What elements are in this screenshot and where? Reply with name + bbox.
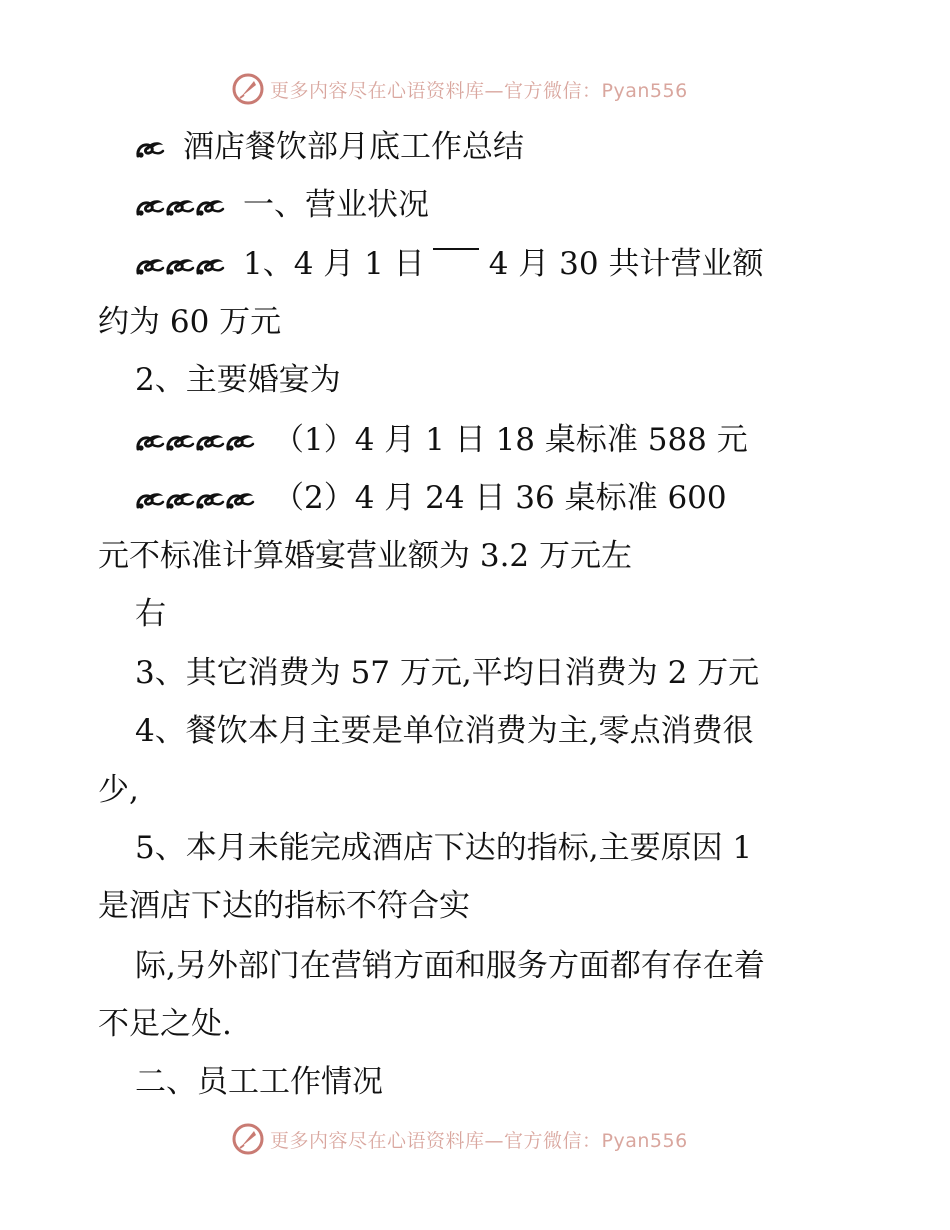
fleuron-group — [135, 490, 255, 510]
item1-end: 4 月 30 共计营业额 — [488, 246, 764, 282]
item3-line: 3、其它消费为 57 万元,平均日消费为 2 万元 — [135, 655, 760, 691]
fleuron-icon — [135, 432, 165, 452]
fleuron-icon — [165, 197, 195, 217]
fleuron-icon — [165, 256, 195, 276]
fleuron-icon — [195, 256, 225, 276]
item2-sub1-line — [135, 420, 748, 460]
fleuron-icon — [165, 432, 195, 452]
page-title: 酒店餐饮部月底工作总结 — [183, 129, 524, 165]
item2-sub2-line — [135, 478, 727, 518]
item4-continued: 少, — [98, 772, 139, 808]
fleuron-group — [135, 197, 225, 217]
section1-heading-line — [135, 185, 429, 225]
item5-continued-2: 际,另外部门在营销方面和服务方面都有存在着 — [135, 948, 765, 984]
item4-line: 4、餐饮本月主要是单位消费为主,零点消费很 — [135, 713, 754, 749]
item2-line: 2、主要婚宴为 — [135, 362, 341, 398]
fleuron-group — [135, 256, 225, 276]
fleuron-icon — [135, 197, 165, 217]
item5-line: 5、本月未能完成酒店下达的指标,主要原因 1 — [135, 830, 753, 866]
fleuron-icon — [135, 139, 165, 159]
fleuron-icon — [195, 197, 225, 217]
fleuron-group — [135, 432, 255, 452]
watermark-text: 更多内容尽在心语资料库—官方微信：Pyan556 — [270, 79, 688, 102]
item1-continued: 约为 60 万元 — [98, 304, 282, 340]
title-line — [135, 127, 524, 167]
section2-heading: 二、员工工作情况 — [135, 1064, 383, 1100]
item5-continued-3: 不足之处. — [98, 1006, 232, 1042]
item2-sub2: （2）4 月 24 日 36 桌标准 600 — [273, 480, 727, 516]
fleuron-icon — [195, 432, 225, 452]
item2-sub2-continued: 元不标准计算婚宴营业额为 3.2 万元左 — [98, 538, 633, 574]
fleuron-icon — [225, 432, 255, 452]
watermark-text: 更多内容尽在心语资料库—官方微信：Pyan556 — [270, 1129, 688, 1152]
item2-sub2-tail: 右 — [135, 596, 166, 632]
fleuron-icon — [225, 490, 255, 510]
section1-heading: 一、营业状况 — [243, 187, 429, 223]
watermark-footer — [232, 1122, 688, 1156]
range-dash — [433, 248, 479, 250]
fleuron-icon — [195, 490, 225, 510]
item5-continued-1: 是酒店下达的指标不符合实 — [98, 888, 470, 924]
fleuron-icon — [135, 256, 165, 276]
item1-line — [135, 244, 763, 284]
item1-start: 1、4 月 1 日 — [243, 246, 425, 282]
fleuron-group — [135, 139, 165, 159]
fleuron-icon — [135, 490, 165, 510]
watermark-header — [232, 72, 688, 106]
quill-pen-icon — [232, 73, 264, 105]
fleuron-icon — [165, 490, 195, 510]
item2-sub1: （1）4 月 1 日 18 桌标准 588 元 — [273, 422, 748, 458]
quill-pen-icon — [232, 1123, 264, 1155]
